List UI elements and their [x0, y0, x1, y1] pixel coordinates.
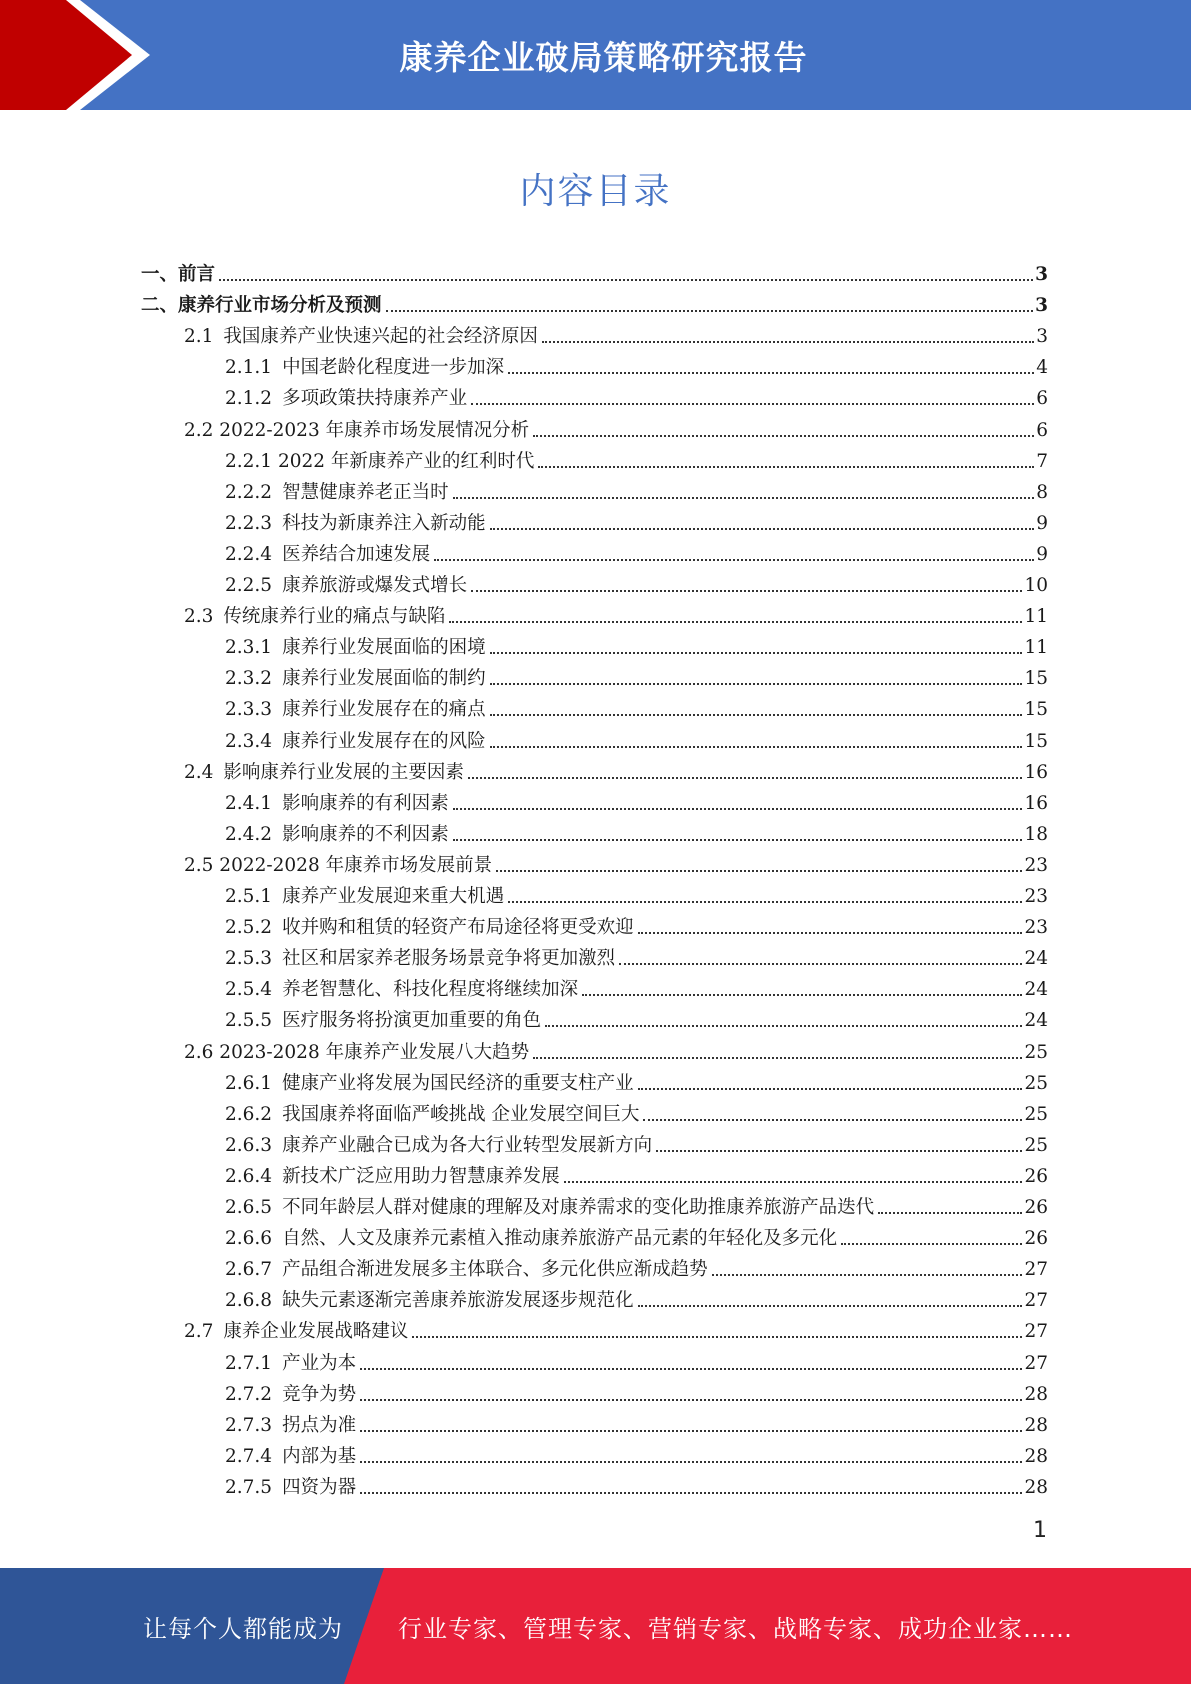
toc-entry-number: 2.3.2: [225, 668, 273, 690]
toc-entry[interactable]: [225, 1406, 1048, 1437]
toc-entry-page: 7: [1036, 450, 1048, 472]
toc-dot-leader: [508, 372, 1034, 374]
toc-entry[interactable]: [225, 815, 1048, 846]
toc-entry[interactable]: [225, 659, 1048, 690]
toc-entry-number: 2.5.5: [225, 1010, 273, 1032]
toc-entry-page: 3: [1035, 264, 1048, 285]
toc-dot-leader: [533, 435, 1034, 437]
toc-entry-title: 医疗服务将扮演更加重要的角色: [282, 1010, 542, 1032]
toc-dot-leader: [564, 1181, 1023, 1183]
toc-dot-leader: [643, 1119, 1022, 1121]
toc-entry[interactable]: [225, 1188, 1048, 1219]
toc-entry-page: 3: [1035, 295, 1048, 317]
toc-entry-page: 8: [1036, 481, 1048, 503]
toc-entry-page: 10: [1024, 575, 1048, 596]
toc-entry-page: 11: [1024, 606, 1048, 628]
toc-entry-title: 康养企业发展战略建议: [223, 1321, 409, 1343]
toc-entry-page: 28: [1024, 1414, 1048, 1436]
toc-entry[interactable]: [225, 1375, 1048, 1406]
toc-dot-leader: [533, 1057, 1022, 1059]
toc-entry-number: 2.4.1: [225, 792, 273, 814]
toc-dot-leader: [219, 279, 1033, 281]
toc-entry[interactable]: [225, 877, 1048, 908]
toc-entry-page: 25: [1024, 1103, 1048, 1125]
footer-tagline: 行业专家、管理专家、营销专家、战略专家、成功企业家……: [398, 1614, 1073, 1643]
toc-entry-number: 2.2.4: [225, 543, 273, 565]
toc-entry-title: 康养产业发展迎来重大机遇: [282, 886, 505, 907]
toc-entry[interactable]: [225, 379, 1048, 410]
toc-entry[interactable]: [184, 597, 1048, 628]
toc-entry[interactable]: [184, 1033, 1048, 1064]
toc-entry[interactable]: [184, 317, 1048, 348]
toc-dot-leader: [471, 403, 1034, 405]
toc-entry-page: 25: [1024, 1041, 1048, 1063]
toc-entry-page: 23: [1024, 886, 1048, 907]
toc-dot-leader: [712, 1274, 1023, 1276]
toc-entry-number: 2.3: [184, 606, 214, 628]
toc-entry-title: 健康产业将发展为国民经济的重要支柱产业: [282, 1072, 634, 1094]
toc-entry-title: 二、康养行业市场分析及预测: [141, 295, 382, 317]
toc-entry-title: 传统康养行业的痛点与缺陷: [223, 606, 446, 628]
toc-entry[interactable]: [184, 846, 1048, 877]
toc-entry-page: 24: [1024, 948, 1048, 970]
toc-entry-page: 26: [1024, 1197, 1048, 1218]
toc-entry-page: 23: [1024, 854, 1048, 876]
toc-dot-leader: [412, 1336, 1022, 1338]
toc-dot-leader: [453, 808, 1023, 810]
toc-entry-page: 26: [1024, 1165, 1048, 1187]
toc-dot-leader: [360, 1399, 1022, 1401]
toc-entry-number: 2.6.5: [225, 1197, 273, 1218]
toc-dot-leader: [490, 714, 1023, 716]
toc-entry-page: 27: [1024, 1321, 1048, 1343]
toc-entry-page: 9: [1036, 543, 1048, 565]
toc-dot-leader: [360, 1461, 1022, 1463]
toc-entry-title: 产业为本: [282, 1352, 357, 1374]
toc-dot-leader: [841, 1243, 1022, 1245]
toc-entry-page: 16: [1024, 792, 1048, 814]
toc-dot-leader: [490, 746, 1023, 748]
toc-entry-number: 2.6.7: [225, 1259, 273, 1281]
toc-entry-page: 11: [1024, 637, 1048, 659]
toc-entry[interactable]: [184, 753, 1048, 784]
toc-entry-number: 2.4: [184, 761, 214, 783]
toc-entry-title: 康养行业发展存在的风险: [282, 730, 486, 752]
toc-entry-number: 2.7: [184, 1321, 214, 1343]
toc-entry-number: 2.4.2: [225, 823, 273, 845]
toc-entry-number: 2.2.3: [225, 512, 273, 534]
toc-entry-page: 27: [1024, 1290, 1048, 1312]
toc-dot-leader: [453, 497, 1035, 499]
toc-entry-page: 25: [1024, 1134, 1048, 1156]
toc-dot-leader: [545, 1025, 1022, 1027]
toc-entry-number: 2.6.2: [225, 1103, 273, 1125]
toc-entry-number: 2.3.4: [225, 730, 273, 752]
toc-entry-title: 智慧健康养老正当时: [282, 481, 449, 503]
toc-entry-number: 2.6.3: [225, 1134, 273, 1156]
toc-heading: 内容目录: [519, 171, 672, 212]
toc-entry-number: 2.7.2: [225, 1383, 273, 1405]
toc-entry[interactable]: [225, 473, 1048, 504]
toc-entry-title: 影响康养行业发展的主要因素: [223, 761, 464, 783]
toc-entry-page: 27: [1024, 1352, 1048, 1374]
toc-entry-title: 自然、人文及康养元素植入推动康养旅游产品元素的年轻化及多元化: [282, 1228, 838, 1250]
toc-dot-leader: [468, 777, 1023, 779]
toc-entry-number: 2.2.5: [225, 575, 273, 596]
toc-entry-page: 3: [1036, 326, 1048, 348]
toc-entry-number: 2.6.4: [225, 1165, 273, 1187]
toc-entry[interactable]: [225, 1095, 1048, 1126]
toc-entry-page: 24: [1024, 979, 1048, 1001]
toc-entry[interactable]: [225, 535, 1048, 566]
toc-entry-title: 缺失元素逐渐完善康养旅游发展逐步规范化: [282, 1290, 634, 1312]
toc-entry-number: 2.1.1: [225, 357, 273, 379]
toc-entry-page: 15: [1024, 699, 1048, 721]
toc-dot-leader: [434, 559, 1034, 561]
toc-entry-page: 4: [1036, 357, 1048, 379]
toc-entry-title: 中国老龄化程度进一步加深: [282, 357, 505, 379]
toc-dot-leader: [360, 1368, 1022, 1370]
toc-entry[interactable]: [225, 1064, 1048, 1095]
toc-entry[interactable]: [184, 1312, 1048, 1343]
toc-entry[interactable]: [225, 939, 1048, 970]
toc-dot-leader: [638, 1088, 1023, 1090]
toc-entry[interactable]: [225, 908, 1048, 939]
toc-entry-title: 不同年龄层人群对健康的理解及对康养需求的变化助推康养旅游产品迭代: [282, 1197, 875, 1218]
toc-entry-page: 9: [1036, 512, 1048, 534]
toc-entry-title: 新技术广泛应用助力智慧康养发展: [282, 1165, 560, 1187]
toc-entry-title: 我国康养产业快速兴起的社会经济原因: [223, 326, 538, 348]
toc-dot-leader: [542, 341, 1034, 343]
toc-entry-title: 影响康养的有利因素: [282, 792, 449, 814]
toc-entry-page: 16: [1024, 761, 1048, 783]
toc-entry-title: 2.5 2022-2028 年康养市场发展前景: [184, 854, 493, 876]
toc-entry-page: 24: [1024, 1010, 1048, 1032]
toc-entry[interactable]: [225, 1281, 1048, 1312]
toc-entry-page: 27: [1024, 1259, 1048, 1281]
toc-dot-leader: [490, 528, 1035, 530]
report-title: 康养企业破局策略研究报告: [399, 37, 808, 77]
toc-entry-title: 2.2.1 2022 年新康养产业的红利时代: [225, 450, 535, 472]
toc-entry-number: 2.5.2: [225, 917, 273, 939]
toc-entry[interactable]: [225, 1437, 1048, 1468]
toc-entry-title: 2.2 2022-2023 年康养市场发展情况分析: [184, 419, 530, 441]
toc-entry[interactable]: [225, 628, 1048, 659]
toc-entry-page: 28: [1024, 1476, 1048, 1498]
toc-entry-number: 2.1: [184, 326, 214, 348]
toc-entry[interactable]: [141, 255, 1048, 286]
toc-dot-leader: [453, 839, 1023, 841]
toc-entry-number: 2.6.1: [225, 1072, 273, 1094]
toc-entry-title: 康养产业融合已成为各大行业转型发展新方向: [282, 1134, 653, 1156]
toc-dot-leader: [638, 1305, 1023, 1307]
toc-entry-number: 2.6.8: [225, 1290, 273, 1312]
toc-dot-leader: [538, 466, 1034, 468]
toc-dot-leader: [360, 1492, 1022, 1494]
toc-entry-title: 内部为基: [282, 1445, 357, 1467]
toc-dot-leader: [360, 1430, 1022, 1432]
toc-entry-title: 四资为器: [282, 1476, 357, 1498]
toc-entry[interactable]: [184, 411, 1048, 442]
header-band: [0, 0, 1191, 110]
toc-entry-title: 康养行业发展面临的制约: [282, 668, 486, 690]
toc-dot-leader: [496, 870, 1022, 872]
toc-entry-number: 2.3.3: [225, 699, 273, 721]
toc-entry-title: 康养旅游或爆发式增长: [282, 575, 468, 596]
toc-entry-number: 2.7.4: [225, 1445, 273, 1467]
toc-entry-title: 康养行业发展面临的困境: [282, 637, 486, 659]
toc-entry-page: 28: [1024, 1445, 1048, 1467]
toc-dot-leader: [490, 652, 1023, 654]
toc-entry-page: 15: [1024, 668, 1048, 690]
toc-entry-page: 6: [1036, 388, 1048, 410]
toc-dot-leader: [471, 590, 1022, 592]
toc-entry-page: 23: [1024, 917, 1048, 939]
toc-dot-leader: [508, 901, 1022, 903]
toc-entry-page: 18: [1024, 823, 1048, 845]
toc-entry[interactable]: [225, 1001, 1048, 1032]
toc-dot-leader: [386, 310, 1034, 312]
toc-entry-number: 2.7.3: [225, 1414, 273, 1436]
toc-entry-title: 康养行业发展存在的痛点: [282, 699, 486, 721]
toc-entry-page: 25: [1024, 1072, 1048, 1094]
toc-entry[interactable]: [225, 1468, 1048, 1499]
toc-entry-number: 2.5.1: [225, 886, 273, 907]
toc-entry-title: 我国康养将面临严峻挑战 企业发展空间巨大: [282, 1103, 640, 1125]
toc-dot-leader: [619, 963, 1022, 965]
toc-entry-number: 2.7.1: [225, 1352, 273, 1374]
toc-entry-number: 2.1.2: [225, 388, 273, 410]
toc-entry[interactable]: [225, 504, 1048, 535]
toc-dot-leader: [582, 994, 1022, 996]
toc-entry-page: 28: [1024, 1383, 1048, 1405]
toc-entry-title: 收并购和租赁的轻资产布局途径将更受欢迎: [282, 917, 634, 939]
toc-entry[interactable]: [225, 784, 1048, 815]
toc-entry[interactable]: [225, 1157, 1048, 1188]
toc-dot-leader: [449, 621, 1022, 623]
toc-entry[interactable]: [141, 286, 1048, 317]
toc-entry[interactable]: [225, 1219, 1048, 1250]
toc-entry[interactable]: [225, 1344, 1048, 1375]
toc-entry[interactable]: [225, 1126, 1048, 1157]
toc-entry[interactable]: [225, 442, 1048, 473]
toc-dot-leader: [878, 1212, 1022, 1214]
toc-entry-number: 2.5.3: [225, 948, 273, 970]
toc-dot-leader: [638, 932, 1023, 934]
toc-dot-leader: [490, 683, 1023, 685]
toc-entry-page: 15: [1024, 730, 1048, 752]
toc-entry[interactable]: [225, 1250, 1048, 1281]
toc-entry-title: 竞争为势: [282, 1383, 357, 1405]
toc-entry-title: 科技为新康养注入新动能: [282, 512, 486, 534]
toc-dot-leader: [656, 1150, 1022, 1152]
toc-entry-title: 影响康养的不利因素: [282, 823, 449, 845]
toc-entry-title: 多项政策扶持康养产业: [282, 388, 468, 410]
toc-entry-title: 一、前言: [141, 264, 216, 285]
toc-entry-number: 2.2.2: [225, 481, 273, 503]
toc-entry[interactable]: [225, 348, 1048, 379]
toc-entry[interactable]: [225, 970, 1048, 1001]
toc-entry[interactable]: [225, 690, 1048, 721]
toc-entry-number: 2.7.5: [225, 1476, 273, 1498]
toc-entry-page: 26: [1024, 1228, 1048, 1250]
footer-slogan: 让每个人都能成为: [143, 1614, 343, 1643]
footer-band: [0, 1568, 1191, 1684]
toc-entry-page: 6: [1036, 419, 1048, 441]
toc-entry-title: 产品组合渐进发展多主体联合、多元化供应渐成趋势: [282, 1259, 708, 1281]
toc-entry[interactable]: [225, 566, 1048, 597]
page-number: 1: [1033, 1518, 1047, 1543]
toc-entry-title: 社区和居家养老服务场景竞争将更加激烈: [282, 948, 616, 970]
toc-entry-number: 2.3.1: [225, 637, 273, 659]
toc-entry[interactable]: [225, 722, 1048, 753]
toc-entry-number: 2.5.4: [225, 979, 273, 1001]
toc-entry-title: 养老智慧化、科技化程度将继续加深: [282, 979, 579, 1001]
toc-entry-title: 2.6 2023-2028 年康养产业发展八大趋势: [184, 1041, 530, 1063]
toc-entry-title: 拐点为准: [282, 1414, 357, 1436]
toc-entry-number: 2.6.6: [225, 1228, 273, 1250]
toc-entry-title: 医养结合加速发展: [282, 543, 431, 565]
